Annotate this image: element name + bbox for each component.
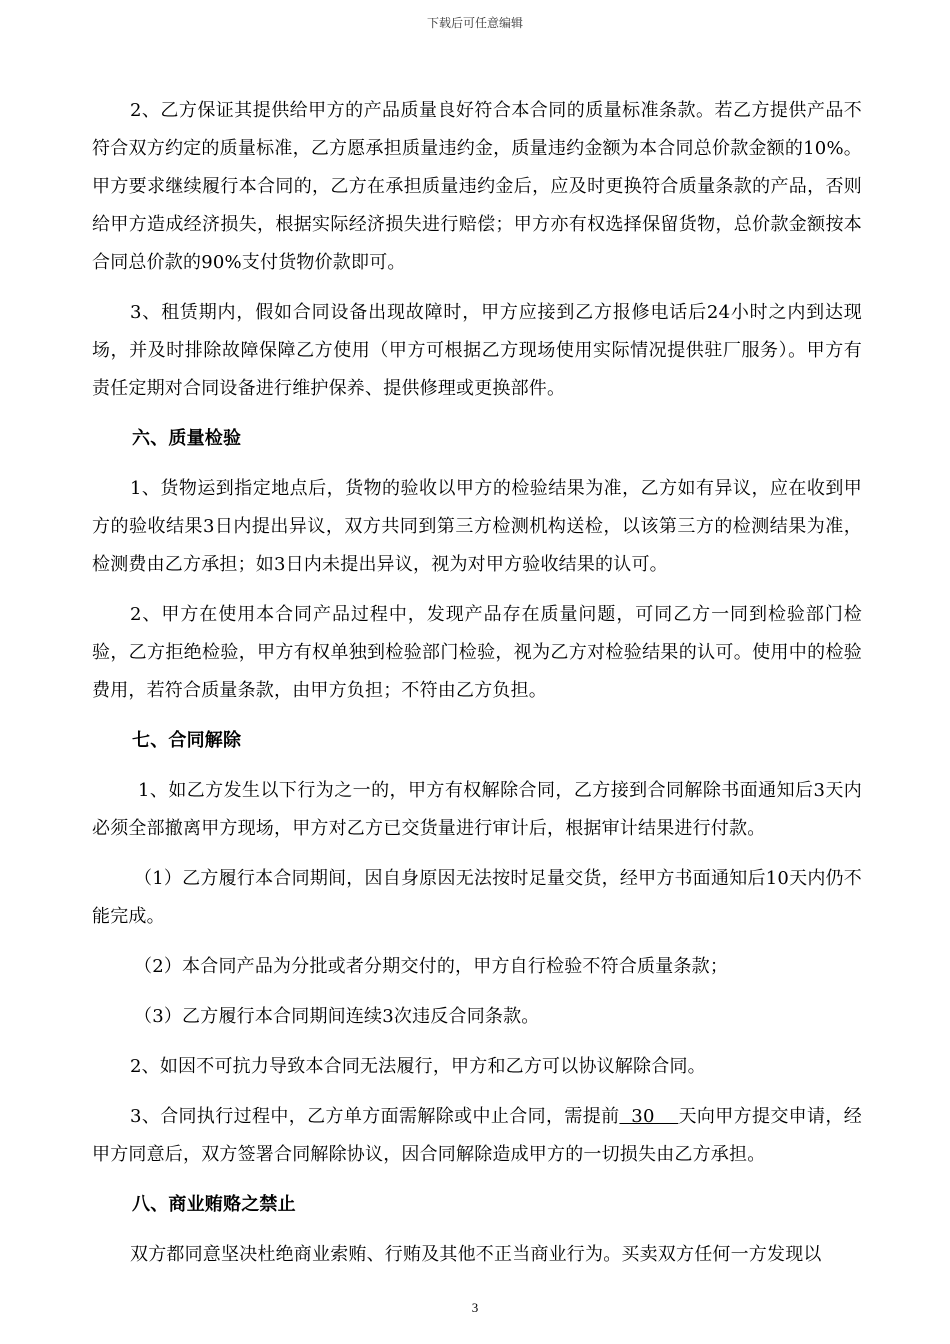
section-heading: 八、商业贿赂之禁止	[132, 1194, 296, 1215]
clause-paragraph: 1、如乙方发生以下行为之一的，甲方有权解除合同，乙方接到合同解除书面通知后3天内必须全部撤离甲方现场，甲方对乙方已交货量进行审计后，根据审计结果进行付款。	[92, 780, 862, 839]
document-body	[92, 92, 862, 1286]
fill-in-blank: 30	[619, 1106, 679, 1127]
clause-paragraph	[92, 1098, 862, 1174]
clause-paragraph: 2、甲方在使用本合同产品过程中，发现产品存在质量问题，可同乙方一同到检验部门检验，乙方拒绝检验，甲方有权单独到检验部门检验，视为乙方对检验结果的认可。使用中的检验费用，若符合质量条款，由甲方负担；不符由乙方负担。	[92, 604, 862, 701]
clause-paragraph: 3、租赁期内，假如合同设备出现故障时，甲方应接到乙方报修电话后24小时之内到达现场，并及时排除故障保障乙方使用（甲方可根据乙方现场使用实际情况提供驻厂服务）。甲方有责任定期对合同设备进行维护保养、提供修理或更换部件。	[92, 302, 862, 399]
clause-paragraph: 2、如因不可抗力导致本合同无法履行，甲方和乙方可以协议解除合同。	[130, 1056, 706, 1077]
sub-item: （2）本合同产品为分批或者分期交付的，甲方自行检验不符合质量条款；	[134, 956, 729, 977]
clause-paragraph: 2、乙方保证其提供给甲方的产品质量良好符合本合同的质量标准条款。若乙方提供产品不符合双方约定的质量标准，乙方愿承担质量违约金，质量违约金额为本合同总价款金额的10%。甲方要求继续履行本合同的，乙方在承担质量违约金后，应及时更换符合质量条款的产品，否则给甲方造成经济损失，根据实际经济损失进行赔偿；甲方亦有权选择保留货物，总价款金额按本合同总价款的90%支付货物价款即可。	[92, 100, 862, 273]
clause-paragraph: 1、货物运到指定地点后，货物的验收以甲方的检验结果为准，乙方如有异议，应在收到甲方的验收结果3日内提出异议，双方共同到第三方检测机构送检，以该第三方的检测结果为准，检测费由乙方承担；如3日内未提出异议，视为对甲方验收结果的认可。	[92, 478, 862, 575]
clause-text: 天向甲方提交申请，经甲方同意后，双方签署合同解除协议，因合同解除造成甲方的一切损失由乙方承担。	[92, 1106, 862, 1165]
sub-item: （3）乙方履行本合同期间连续3次违反合同条款。	[134, 1006, 540, 1027]
clause-text: 3、合同执行过程中，乙方单方面需解除或中止合同，需提前	[130, 1106, 620, 1127]
sub-item: （1）乙方履行本合同期间，因自身原因无法按时足量交货，经甲方书面通知后10天内仍不能完成。	[92, 868, 862, 927]
section-heading: 七、合同解除	[132, 730, 242, 751]
section-heading: 六、质量检验	[132, 428, 242, 449]
clause-paragraph: 双方都同意坚决杜绝商业索贿、行贿及其他不正当商业行为。买卖双方任何一方发现以	[130, 1244, 822, 1265]
page-number: 3	[471, 1300, 479, 1315]
page-header: 下载后可任意编辑	[426, 16, 523, 30]
